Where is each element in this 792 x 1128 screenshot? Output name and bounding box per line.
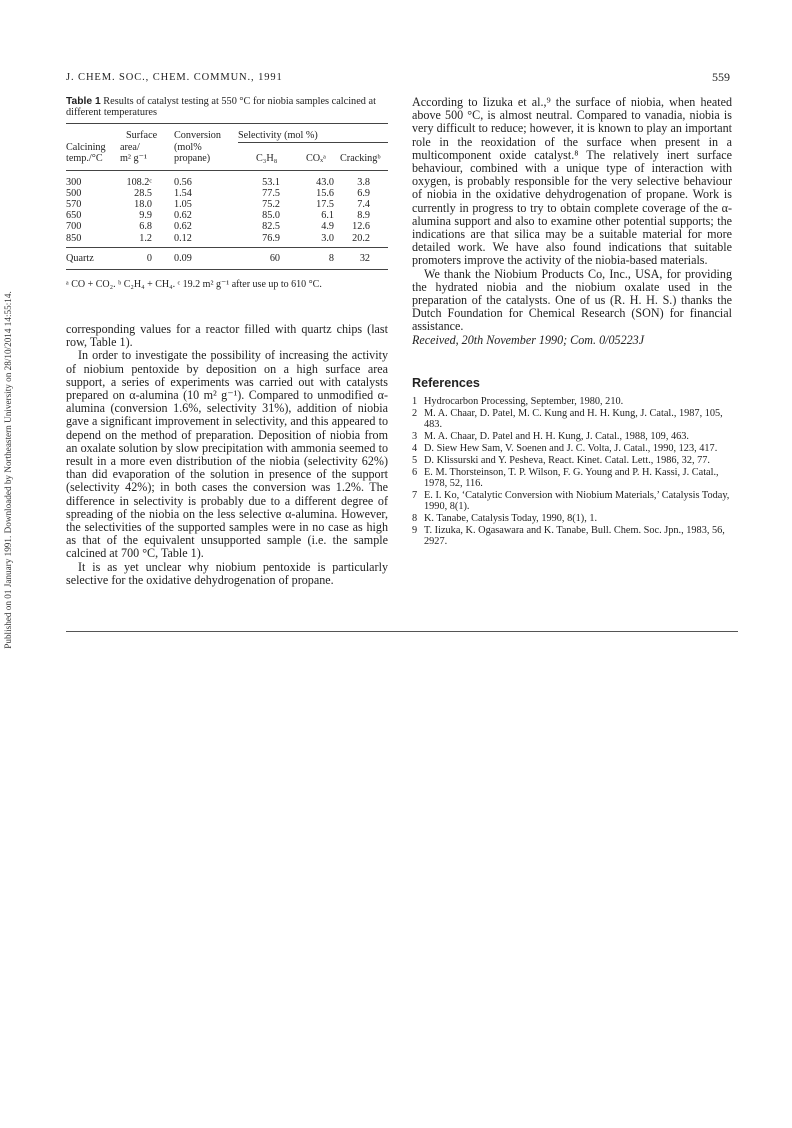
col-header-cracking: Crackingᵇ <box>340 153 381 165</box>
table-cell: 77.5 <box>262 187 280 199</box>
reference-text: K. Tanabe, Catalysis Today, 1990, 8(1), 1. <box>424 513 598 525</box>
right-column <box>412 96 732 548</box>
reference-number: 6 <box>412 467 418 479</box>
table-cell: 0.62 <box>174 210 192 222</box>
table-cell: 850 <box>66 232 82 244</box>
download-stamp <box>2 240 14 700</box>
table-cell: 8 <box>328 252 334 264</box>
col-header-area-1: Surface <box>126 130 158 142</box>
table-cell: 53.1 <box>262 176 280 188</box>
table-cell: 7.4 <box>357 198 370 210</box>
table-cell: 18.0 <box>134 198 152 210</box>
reference-number: 2 <box>412 408 418 420</box>
running-header: J. CHEM. SOC., CHEM. COMMUN., 1991 <box>66 72 283 83</box>
reference-text: M. A. Chaar, D. Patel and H. H. Kung, J. Catal., 1988, 109, 463. <box>424 431 689 443</box>
table-cell: 700 <box>66 221 82 233</box>
table-footnote: ᵃ CO + CO₂. ᵇ C₂H₄ + CH₄. ᶜ 19.2 m² g⁻¹ after use up to 610 °C. <box>66 278 322 290</box>
left-column <box>66 96 388 291</box>
table-cell: 0.09 <box>174 252 192 264</box>
download-stamp-text: Published on 01 January 1991. Downloaded by Northeastern University on 28/10/2014 14:55:14. <box>3 291 13 649</box>
col-header-cox: COₓᵃ <box>306 153 326 165</box>
table-cell: 12.6 <box>352 221 370 233</box>
paragraph: It is as yet unclear why niobium pentoxide is particularly selective for the oxidative dehydrogenation of propane. <box>66 559 388 587</box>
table-cell: 650 <box>66 210 82 222</box>
reference-item <box>412 467 732 489</box>
table-cell: 300 <box>66 176 82 188</box>
col-group-selectivity: Selectivity (mol %) <box>238 130 318 142</box>
table-cell: 8.9 <box>357 210 370 222</box>
table-cell: 20.2 <box>352 232 370 244</box>
col-header-temp-2: temp./°C <box>66 153 103 165</box>
table-row <box>66 170 388 188</box>
table-cell: 32 <box>359 252 370 264</box>
col-header-c3h8: C₃H₈ <box>256 153 278 165</box>
reference-text: D. Klissurski and Y. Pesheva, React. Kinet. Catal. Lett., 1986, 32, 77. <box>424 455 710 467</box>
table-row <box>66 199 388 210</box>
table-cell: 76.9 <box>262 232 280 244</box>
table-cell: 1.54 <box>174 187 192 199</box>
table-cell: 60 <box>269 252 280 264</box>
table-cell: 6.9 <box>357 187 370 199</box>
table-label: Table 1 <box>66 96 101 107</box>
paragraph: corresponding values for a reactor filled with quartz chips (last row, Table 1). <box>66 322 388 350</box>
reference-item <box>412 525 732 547</box>
col-header-area-3: m² g⁻¹ <box>120 153 148 165</box>
reference-text: E. M. Thorsteinson, T. P. Wilson, F. G. Young and P. H. Kassi, J. Catal., 1978, 52, 116. <box>424 467 719 490</box>
reference-text: D. Siew Hew Sam, V. Soenen and J. C. Volta, J. Catal., 1990, 123, 417. <box>424 443 718 455</box>
table-row <box>66 188 388 199</box>
table-cell: 1.05 <box>174 198 192 210</box>
table-cell: 3.8 <box>357 176 370 188</box>
table-cell: 75.2 <box>262 198 280 210</box>
page-number: 559 <box>712 70 730 84</box>
reference-item <box>412 443 732 454</box>
table-cell: 500 <box>66 187 82 199</box>
results-table <box>66 123 388 270</box>
page-bottom-rule <box>66 631 738 632</box>
reference-number: 9 <box>412 525 418 537</box>
left-column-body <box>66 323 388 587</box>
table-cell: 0.56 <box>174 176 192 188</box>
col-header-temp-1: Calcining <box>66 142 106 154</box>
table-caption <box>66 96 388 118</box>
reference-text: E. I. Ko, ‘Catalytic Conversion with Niobium Materials,’ Catalysis Today, 1990, 8(1). <box>424 490 730 513</box>
reference-item <box>412 490 732 512</box>
table-cell: 0.62 <box>174 221 192 233</box>
table-cell: 6.8 <box>139 221 152 233</box>
table-cell: 82.5 <box>262 221 280 233</box>
references-heading: References <box>412 375 480 390</box>
table-cell: 6.1 <box>321 210 334 222</box>
table-cell: 570 <box>66 198 82 210</box>
table-cell: 0 <box>146 252 152 264</box>
col-header-conv-3: propane) <box>174 153 211 165</box>
reference-text: Hydrocarbon Processing, September, 1980, 210. <box>424 396 624 408</box>
table-cell: 1.2 <box>139 232 152 244</box>
table-cell: 0.12 <box>174 232 192 244</box>
table-cell: 15.6 <box>316 187 334 199</box>
received-line: Received, 20th November 1990; Com. 0/05223J <box>412 332 645 347</box>
paragraph: According to Iizuka et al.,⁹ the surface of niobia, when heated above 500 °C, is almost neutral. Compared to vanadia, niobia is very difficult to reduce; however, it is known to play an important role in the reoxidation of the surface when present in a multicomponent oxide catalyst.⁸ The relatively inert surface behaviour, combined with a unique type of interaction with oxygen, is probably responsible for the very selective behaviour of niobia in the oxidative dehydrogenation of propane. Work is currently in progress to try to obtain complete coverage of the α-alumina support and also to examine other potential supports; the indications are that silica may be a suitable material for more detailed work. We have also found indications that suitable promoters improve the activity of the niobia-based materials. <box>412 95 732 268</box>
col-header-conv-1: Conversion <box>174 130 221 142</box>
table-row <box>66 221 388 232</box>
table-cell: Quartz <box>66 252 94 264</box>
reference-item <box>412 396 732 407</box>
reference-text: M. A. Chaar, D. Patel, M. C. Kung and H. H. Kung, J. Catal., 1987, 105, 483. <box>424 408 723 431</box>
reference-number: 3 <box>412 431 418 443</box>
paragraph: In order to investigate the possibility of increasing the activity of niobium pentoxide by deposition on a high surface area support, a series of experiments was carried out with catalysts prepared on α-alumina (10 m² g⁻¹). Compared to unmodified α-alumina (conversion 1.6%, selectivity 31%), addition of niobia gave a significant improvement in selectivity, and this appeared to depend on the method of preparation. Deposition of niobia from an oxalate solution by slow precipitation with ammonia seemed to result in a more even distribution of the niobia (selectivity 62%) than did evaporation of the solution in presence of the support (selectivity 42%); in both cases the conversion was 1.2%. The difference in selectivity is probably due to a different degree of spreading of the niobia on the less selective α-alumina. However, the selectivities of the supported samples were in no case as high as that of the equivalent unsupported sample (i.e. the sample calcined at 700 °C, Table 1). <box>66 348 388 561</box>
table-row-quartz <box>66 247 388 269</box>
reference-item <box>412 431 732 442</box>
table-caption-text: Results of catalyst testing at 550 °C for niobia samples calcined at different temperatures <box>66 96 376 119</box>
table-cell: 108.2ᶜ <box>126 176 152 188</box>
col-header-conv-2: (mol% <box>174 142 202 154</box>
reference-item <box>412 455 732 466</box>
reference-number: 8 <box>412 513 418 525</box>
paragraph: We thank the Niobium Products Co, Inc., USA, for providing the hydrated niobia and the niobium oxalate used in the preparation of the catalysts. One of us (R. H. H. S.) thanks the Dutch Foundation for Chemical Research (SON) for financial assistance. <box>412 266 732 334</box>
table-row <box>66 210 388 221</box>
table-cell: 43.0 <box>316 176 334 188</box>
reference-text: T. Iizuka, K. Ogasawara and K. Tanabe, Bull. Chem. Soc. Jpn., 1983, 56, 2927. <box>424 525 725 548</box>
reference-item <box>412 408 732 430</box>
col-header-area-2: area/ <box>120 142 140 154</box>
table-cell: 3.0 <box>321 232 334 244</box>
reference-number: 7 <box>412 490 418 502</box>
reference-number: 5 <box>412 455 418 467</box>
reference-number: 4 <box>412 443 418 455</box>
reference-item <box>412 513 732 524</box>
table-cell: 28.5 <box>134 187 152 199</box>
reference-number: 1 <box>412 396 418 408</box>
table-row <box>66 233 388 248</box>
table-cell: 4.9 <box>321 221 334 233</box>
references-list <box>412 396 732 547</box>
table-cell: 9.9 <box>139 210 152 222</box>
table-cell: 17.5 <box>316 198 334 210</box>
table-cell: 85.0 <box>262 210 280 222</box>
